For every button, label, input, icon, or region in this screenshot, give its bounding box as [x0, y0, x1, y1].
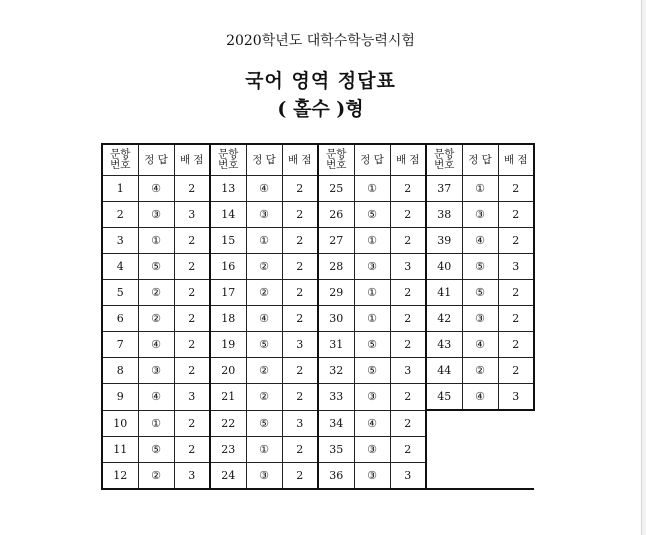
question-number-cell: 10: [102, 410, 138, 436]
empty-cell: [498, 410, 534, 436]
question-number-cell: 35: [318, 436, 354, 462]
points-cell: 2: [390, 228, 426, 254]
answer-cell: ③: [138, 358, 174, 384]
answer-cell: ③: [138, 202, 174, 228]
question-number-cell: 41: [426, 280, 462, 306]
table-row: [102, 228, 534, 254]
answer-cell: ⑤: [354, 332, 390, 358]
header-question-number: [426, 144, 462, 176]
question-number-cell: 36: [318, 462, 354, 489]
header-answer: 정 답: [354, 144, 390, 176]
answer-cell: ⑤: [462, 280, 498, 306]
header-question-number: [318, 144, 354, 176]
header-points: 배 점: [390, 144, 426, 176]
points-cell: 2: [174, 176, 210, 202]
question-number-cell: 8: [102, 358, 138, 384]
question-number-cell: 2: [102, 202, 138, 228]
points-cell: 2: [282, 306, 318, 332]
question-number-cell: 45: [426, 384, 462, 411]
question-number-cell: 9: [102, 384, 138, 411]
table-row: [102, 436, 534, 462]
points-cell: 2: [174, 280, 210, 306]
table-row: [102, 280, 534, 306]
points-cell: 2: [390, 332, 426, 358]
answer-cell: ④: [462, 332, 498, 358]
answer-cell: ①: [138, 228, 174, 254]
table-row: [102, 176, 534, 202]
points-cell: 2: [282, 358, 318, 384]
points-cell: 2: [390, 410, 426, 436]
question-number-cell: 13: [210, 176, 246, 202]
answer-cell: ⑤: [354, 358, 390, 384]
answer-cell: ②: [138, 462, 174, 489]
answer-cell: ③: [462, 306, 498, 332]
answer-cell: ②: [462, 358, 498, 384]
points-cell: 2: [282, 202, 318, 228]
question-number-cell: 18: [210, 306, 246, 332]
answer-cell: ⑤: [138, 436, 174, 462]
answer-cell: ③: [354, 436, 390, 462]
points-cell: 3: [282, 410, 318, 436]
question-number-cell: 3: [102, 228, 138, 254]
points-cell: 2: [174, 358, 210, 384]
points-cell: 2: [498, 228, 534, 254]
table-row: [102, 358, 534, 384]
points-cell: 2: [390, 176, 426, 202]
answer-cell: ①: [246, 436, 282, 462]
answer-cell: ③: [354, 254, 390, 280]
answer-cell: ④: [462, 228, 498, 254]
empty-cell: [426, 436, 462, 462]
points-cell: 2: [498, 202, 534, 228]
header-points: 배 점: [174, 144, 210, 176]
points-cell: 2: [390, 280, 426, 306]
points-cell: 2: [498, 280, 534, 306]
question-number-cell: 15: [210, 228, 246, 254]
points-cell: 2: [174, 254, 210, 280]
points-cell: 2: [282, 254, 318, 280]
empty-cell: [426, 462, 462, 489]
header-question-top: 문항: [326, 148, 347, 160]
question-number-cell: 4: [102, 254, 138, 280]
question-number-cell: 1: [102, 176, 138, 202]
answer-cell: ①: [246, 228, 282, 254]
question-number-cell: 39: [426, 228, 462, 254]
question-number-cell: 11: [102, 436, 138, 462]
answer-cell: ⑤: [462, 254, 498, 280]
points-cell: 2: [282, 280, 318, 306]
points-cell: 2: [390, 306, 426, 332]
table-row: [102, 384, 534, 411]
header-question-top: 문항: [110, 148, 131, 160]
answer-cell: ④: [246, 176, 282, 202]
table-row: [102, 306, 534, 332]
question-number-cell: 22: [210, 410, 246, 436]
header-question-bottom: 번호: [434, 159, 455, 171]
points-cell: 2: [390, 202, 426, 228]
question-number-cell: 14: [210, 202, 246, 228]
answer-cell: ①: [354, 176, 390, 202]
points-cell: 3: [498, 384, 534, 411]
answer-cell: ②: [246, 254, 282, 280]
points-cell: 3: [174, 462, 210, 489]
question-number-cell: 31: [318, 332, 354, 358]
question-number-cell: 40: [426, 254, 462, 280]
question-number-cell: 21: [210, 384, 246, 411]
points-cell: 2: [282, 228, 318, 254]
points-cell: 2: [498, 306, 534, 332]
table-row: [102, 410, 534, 436]
question-number-cell: 20: [210, 358, 246, 384]
answer-cell: ④: [138, 384, 174, 411]
answer-cell: ①: [354, 228, 390, 254]
points-cell: 2: [282, 176, 318, 202]
question-number-cell: 44: [426, 358, 462, 384]
points-cell: 2: [174, 410, 210, 436]
question-number-cell: 42: [426, 306, 462, 332]
empty-cell: [426, 410, 462, 436]
answer-cell: ③: [354, 462, 390, 489]
points-cell: 2: [282, 462, 318, 489]
table-row: [102, 254, 534, 280]
answer-cell: ②: [246, 358, 282, 384]
empty-cell: [462, 436, 498, 462]
table-row: [102, 462, 534, 489]
question-number-cell: 34: [318, 410, 354, 436]
answer-cell: ①: [354, 280, 390, 306]
answer-cell: ⑤: [138, 254, 174, 280]
points-cell: 3: [174, 202, 210, 228]
question-number-cell: 7: [102, 332, 138, 358]
empty-cell: [498, 436, 534, 462]
question-number-cell: 16: [210, 254, 246, 280]
points-cell: 2: [390, 384, 426, 411]
header-points: 배 점: [282, 144, 318, 176]
answer-cell: ⑤: [354, 202, 390, 228]
answer-cell: ②: [138, 306, 174, 332]
question-number-cell: 6: [102, 306, 138, 332]
question-number-cell: 26: [318, 202, 354, 228]
points-cell: 3: [282, 332, 318, 358]
points-cell: 2: [282, 436, 318, 462]
answer-key-table: [101, 143, 535, 490]
table-header-row: [102, 144, 534, 176]
header-answer: 정 답: [462, 144, 498, 176]
answer-cell: ③: [462, 202, 498, 228]
header-question-bottom: 번호: [218, 159, 239, 171]
question-number-cell: 29: [318, 280, 354, 306]
header-question-bottom: 번호: [110, 159, 131, 171]
points-cell: 2: [498, 176, 534, 202]
answer-cell: ④: [138, 176, 174, 202]
header-question-number: [210, 144, 246, 176]
empty-cell: [498, 462, 534, 489]
header-question-top: 문항: [434, 148, 455, 160]
header-answer: 정 답: [138, 144, 174, 176]
points-cell: 2: [498, 358, 534, 384]
question-number-cell: 12: [102, 462, 138, 489]
answer-cell: ③: [246, 202, 282, 228]
empty-cell: [462, 410, 498, 436]
header-points: 배 점: [498, 144, 534, 176]
question-number-cell: 23: [210, 436, 246, 462]
points-cell: 2: [390, 436, 426, 462]
points-cell: 2: [174, 228, 210, 254]
answer-cell: ①: [138, 410, 174, 436]
points-cell: 2: [174, 306, 210, 332]
question-number-cell: 33: [318, 384, 354, 411]
question-number-cell: 19: [210, 332, 246, 358]
question-number-cell: 24: [210, 462, 246, 489]
document-title: 국어 영역 정답표: [245, 70, 396, 92]
question-number-cell: 17: [210, 280, 246, 306]
points-cell: 3: [390, 358, 426, 384]
question-number-cell: 30: [318, 306, 354, 332]
answer-cell: ②: [246, 384, 282, 411]
question-number-cell: 28: [318, 254, 354, 280]
answer-cell: ②: [246, 280, 282, 306]
answer-cell: ④: [354, 410, 390, 436]
form-label: ( 홀수 )형: [277, 98, 364, 120]
points-cell: 3: [390, 462, 426, 489]
question-number-cell: 5: [102, 280, 138, 306]
question-number-cell: 27: [318, 228, 354, 254]
points-cell: 3: [390, 254, 426, 280]
header-question-top: 문항: [218, 148, 239, 160]
points-cell: 3: [498, 254, 534, 280]
answer-cell: ⑤: [246, 410, 282, 436]
question-number-cell: 32: [318, 358, 354, 384]
answer-cell: ③: [246, 462, 282, 489]
answer-cell: ①: [354, 306, 390, 332]
question-number-cell: 37: [426, 176, 462, 202]
points-cell: 2: [174, 332, 210, 358]
answer-cell: ④: [246, 306, 282, 332]
header-answer: 정 답: [246, 144, 282, 176]
answer-cell: ①: [462, 176, 498, 202]
points-cell: 2: [174, 436, 210, 462]
header-question-number: [102, 144, 138, 176]
header-question-bottom: 번호: [326, 159, 347, 171]
answer-cell: ③: [354, 384, 390, 411]
answer-cell: ④: [462, 384, 498, 411]
empty-cell: [462, 462, 498, 489]
question-number-cell: 25: [318, 176, 354, 202]
answer-cell: ④: [138, 332, 174, 358]
exam-title: 2020학년도 대학수학능력시험: [226, 33, 415, 49]
question-number-cell: 43: [426, 332, 462, 358]
points-cell: 3: [174, 384, 210, 411]
answer-cell: ⑤: [246, 332, 282, 358]
points-cell: 2: [282, 384, 318, 411]
points-cell: 2: [498, 332, 534, 358]
question-number-cell: 38: [426, 202, 462, 228]
table-row: [102, 332, 534, 358]
table-row: [102, 202, 534, 228]
answer-cell: ②: [138, 280, 174, 306]
